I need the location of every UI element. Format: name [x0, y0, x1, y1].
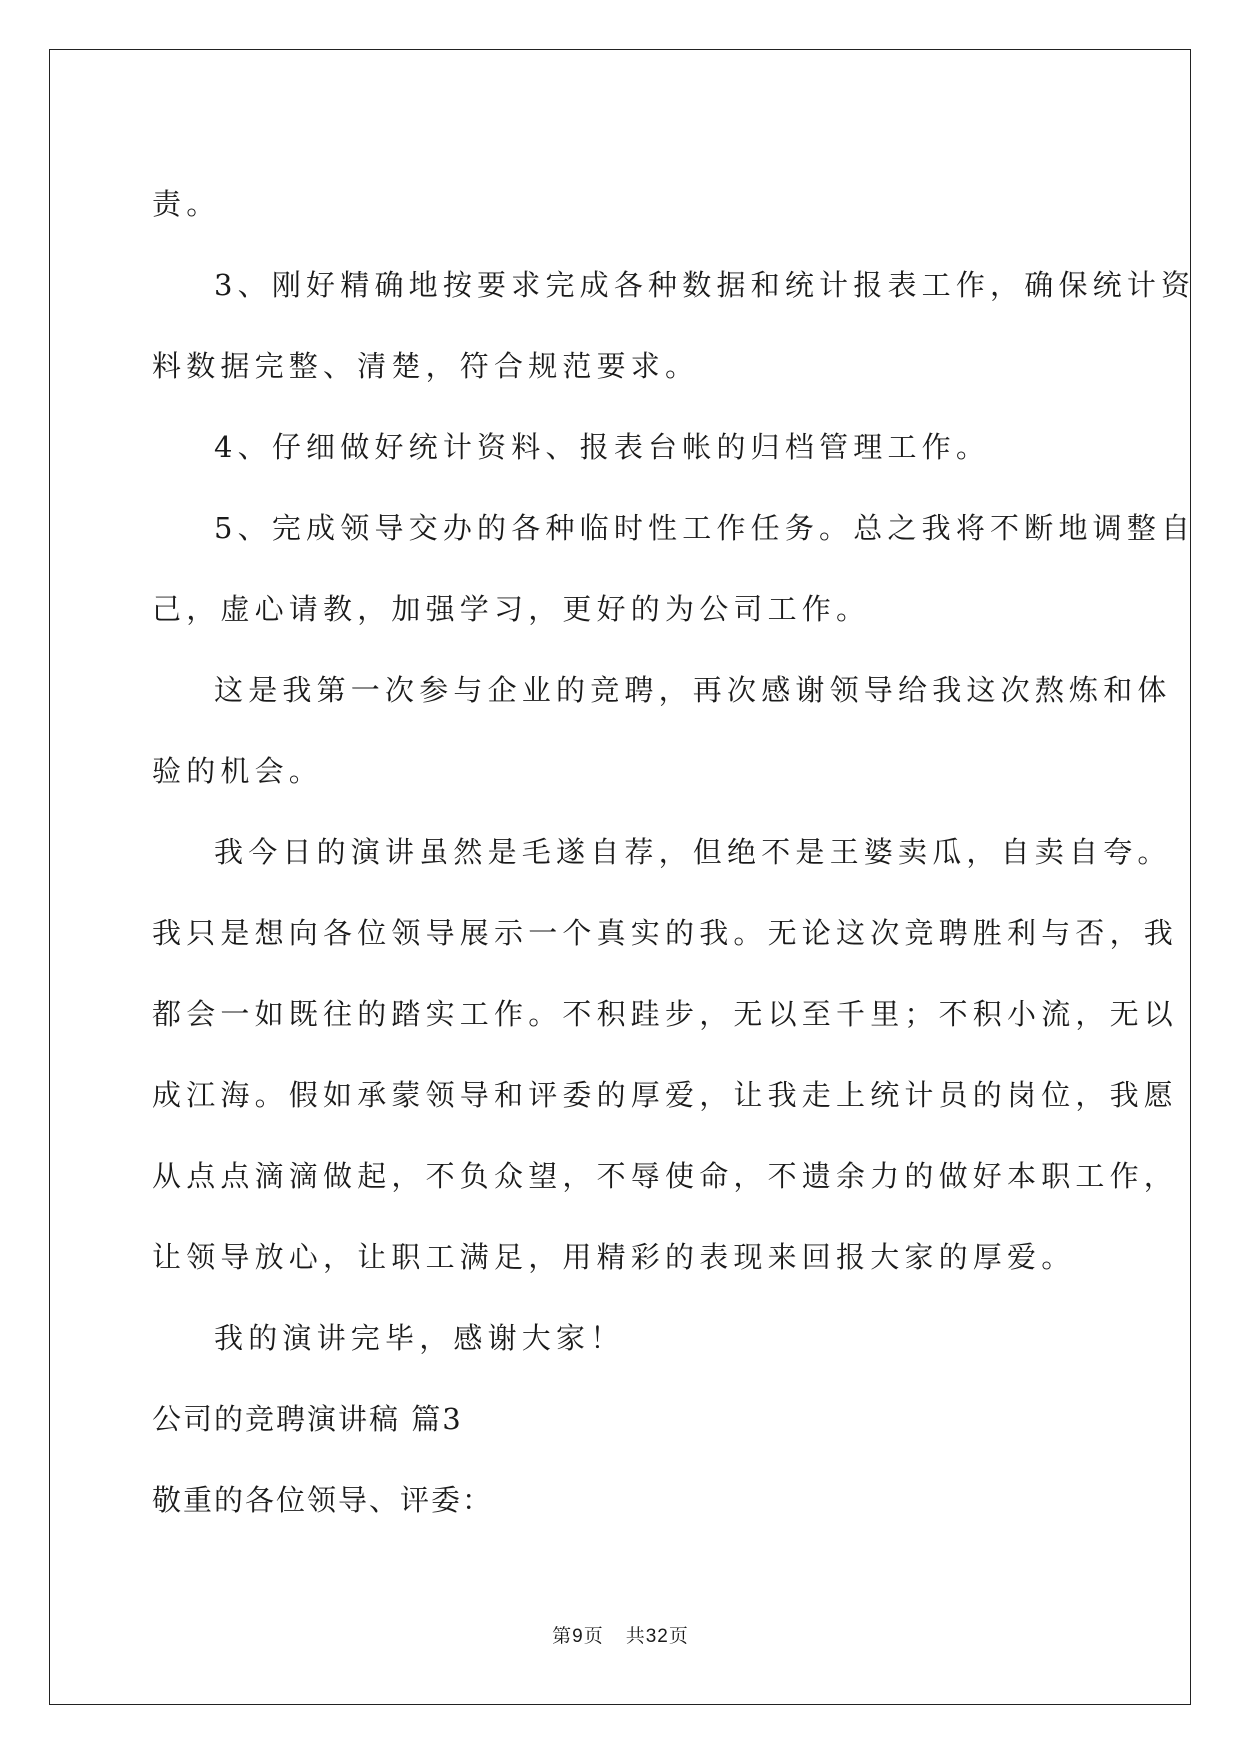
text-line: 我今日的演讲虽然是毛遂自荐，但绝不是王婆卖瓜，自卖自夸。 — [214, 835, 1172, 869]
text-line: 都会一如既往的踏实工作。不积跬步，无以至千里；不积小流，无以 — [152, 997, 1179, 1031]
document-body — [152, 164, 1196, 1541]
salutation: 敬重的各位领导、评委： — [152, 1483, 494, 1517]
total-suffix: 页 — [668, 1625, 689, 1647]
text-line: 让领导放心，让职工满足，用精彩的表现来回报大家的厚爱。 — [152, 1240, 1076, 1274]
text-line: 我只是想向各位领导展示一个真实的我。无论这次竞聘胜利与否，我 — [152, 916, 1179, 950]
page-suffix: 页 — [583, 1625, 604, 1647]
text-line: 4、仔细做好统计资料、报表台帐的归档管理工作。 — [214, 430, 991, 464]
section-heading: 公司的竞聘演讲稿 篇3 — [152, 1402, 463, 1436]
page-prefix: 第 — [552, 1625, 573, 1647]
text-line: 料数据完整、清楚，符合规范要求。 — [152, 349, 700, 383]
page-footer — [0, 1621, 1241, 1648]
text-line: 这是我第一次参与企业的竞聘，再次感谢领导给我这次熬炼和体 — [214, 673, 1172, 707]
text-line: 责。 — [152, 187, 221, 221]
text-line: 成江海。假如承蒙领导和评委的厚爱，让我走上统计员的岗位，我愿 — [152, 1078, 1179, 1112]
total-pages: 32 — [645, 1626, 669, 1647]
text-line: 验的机会。 — [152, 754, 324, 788]
text-line: 从点点滴滴做起，不负众望，不辱使命，不遗余力的做好本职工作， — [152, 1159, 1179, 1193]
text-line: 己，虚心请教，加强学习，更好的为公司工作。 — [152, 592, 871, 626]
total-prefix: 共 — [625, 1625, 646, 1647]
text-line: 我的演讲完毕，感谢大家！ — [214, 1321, 625, 1355]
text-line: 3、刚好精确地按要求完成各种数据和统计报表工作，确保统计资 — [214, 268, 1196, 302]
page-number: 9 — [572, 1626, 584, 1647]
text-line: 5、完成领导交办的各种临时性工作任务。总之我将不断地调整自 — [214, 511, 1196, 545]
